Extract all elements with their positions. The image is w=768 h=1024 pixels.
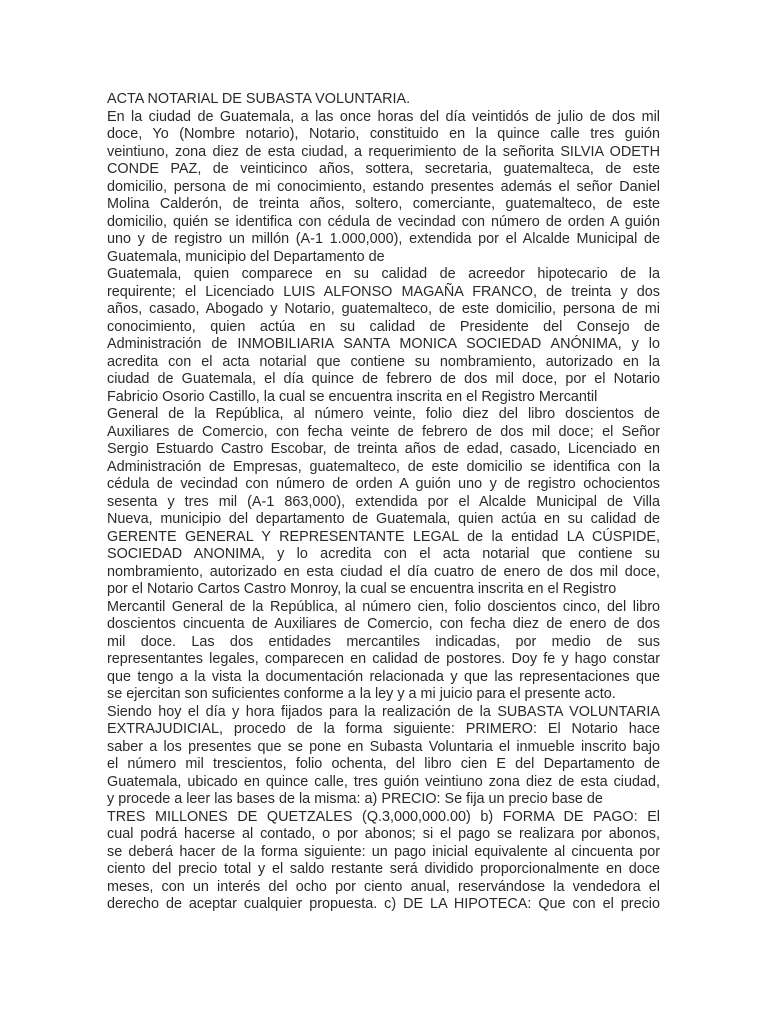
text-line: el número mil trescientos, folio ochenta, del libro cien E del Departamento de (107, 756, 660, 772)
document-title: ACTA NOTARIAL DE SUBASTA VOLUNTARIA. (107, 91, 411, 107)
text-line: se ejercitan son suficientes conforme a la ley y a mi juicio para el presente acto. (107, 686, 616, 702)
text-line: requirente; el Licenciado LUIS ALFONSO MAGAÑA FRANCO, de treinta y dos (107, 283, 660, 300)
text-line: Administración de INMOBILIARIA SANTA MONICA SOCIEDAD ANÓNIMA, y lo (107, 336, 660, 352)
text-line: GERENTE GENERAL Y REPRESENTANTE LEGAL de la entidad LA CÚSPIDE, (107, 528, 660, 545)
text-line: ciudad de Guatemala, el día quince de febrero de dos mil doce, por el Notario (107, 371, 660, 387)
text-line: En la ciudad de Guatemala, a las once horas del día veintidós de julio de dos mil (107, 108, 660, 125)
text-line: derecho de aceptar cualquier propuesta. c) DE LA HIPOTECA: Que con el precio (107, 896, 660, 912)
document-body (107, 91, 660, 914)
text-line: General de la República, al número veinte, folio diez del libro doscientos de (107, 406, 660, 422)
text-line: Auxiliares de Comercio, con fecha veinte de febrero de dos mil doce; el Señor (107, 423, 660, 440)
text-line: Sergio Estuardo Castro Escobar, de treinta años de edad, casado, Licenciado en (107, 441, 660, 457)
text-line: doce, Yo (Nombre notario), Notario, constituido en la quince calle tres guión (107, 126, 660, 142)
text-line: Guatemala, quien comparece en su calidad de acreedor hipotecario de la (107, 266, 660, 282)
text-line: SOCIEDAD ANONIMA, y lo acredita con el acta notarial que contiene su (107, 546, 660, 562)
text-line: conocimiento, quien actúa en su calidad de Presidente del Consejo de (107, 318, 660, 335)
text-line: años, casado, Abogado y Notario, guatemalteco, de este domicilio, persona de mi (107, 301, 660, 317)
text-line: Siendo hoy el día y hora fijados para la realización de la SUBASTA VOLUNTARIA (107, 703, 660, 720)
text-line: que tengo a la vista la documentación relacionada y que las representaciones que (107, 668, 660, 685)
text-line: nombramiento, autorizado en esta ciudad el día cuatro de enero de dos mil doce, (107, 563, 660, 580)
text-line: Molina Calderón, de treinta años, soltero, comerciante, guatemalteco, de este (107, 196, 660, 212)
text-line: Guatemala, ubicado en quince calle, tres guión veintiuno zona diez de esta ciudad, (107, 773, 660, 790)
text-line: y procede a leer las bases de la misma: a) PRECIO: Se fija un precio base de (107, 791, 603, 807)
text-line: sesenta y tres mil (A-1 863,000), extendida por el Alcalde Municipal de Villa (107, 493, 660, 510)
text-line: cual podrá hacerse al contado, o por abonos; si el pago se realizara por abonos, (107, 826, 660, 842)
text-line: acredita con el acta notarial que contiene su nombramiento, autorizado en la (107, 353, 660, 370)
text-line: domicilio, quién se identifica con cédula de vecindad con número de orden A guión (107, 213, 660, 230)
text-line: Fabricio Osorio Castillo, la cual se encuentra inscrita en el Registro Mercantil (107, 388, 598, 405)
text-line: saber a los presentes que se pone en Subasta Voluntaria el inmueble inscrito bajo (107, 738, 660, 755)
text-line: TRES MILLONES DE QUETZALES (Q.3,000,000.00) b) FORMA DE PAGO: El (107, 808, 660, 825)
text-line: Mercantil General de la República, al número cien, folio doscientos cinco, del libro (107, 598, 660, 615)
text-line: ciento del precio total y el saldo restante será dividido proporcionalmente en doce (107, 861, 660, 877)
text-line: Nueva, municipio del departamento de Guatemala, quien actúa en su calidad de (107, 511, 660, 527)
text-line: meses, con un interés del ocho por ciento anual, reservándose la vendedora el (107, 878, 660, 895)
text-line: CONDE PAZ, de veinticinco años, sottera, secretaria, guatemalteca, de este (107, 161, 660, 177)
text-line: Administración de Empresas, guatemalteco, de este domicilio se identifica con la (107, 458, 660, 475)
text-line: se deberá hacer de la forma siguiente: un pago inicial equivalente al cincuenta por (107, 843, 660, 860)
text-line: domicilio, persona de mi conocimiento, estando presentes además el señor Daniel (107, 178, 660, 195)
text-line: EXTRAJUDICIAL, procedo de la forma siguiente: PRIMERO: El Notario hace (107, 721, 660, 737)
text-line: mil doce. Las dos entidades mercantiles indicadas, por medio de sus (107, 633, 660, 650)
text-line: veintiuno, zona diez de esta ciudad, a requerimiento de la señorita SILVIA ODETH (107, 143, 660, 160)
text-line: por el Notario Cartos Castro Monroy, la cual se encuentra inscrita en el Registro (107, 581, 617, 597)
text-line: uno y de registro un millón (A-1 1.000,000), extendida por el Alcalde Municipal de (107, 231, 660, 247)
text-line: Guatemala, municipio del Departamento de (107, 248, 385, 265)
text-line: doscientos cincuenta de Auxiliares de Comercio, con fecha diez de enero de dos (107, 616, 660, 632)
text-line: cédula de vecindad con número de orden A guión uno y de registro ochocientos (107, 476, 660, 492)
text-line: representantes legales, comparecen en calidad de postores. Doy fe y hago constar (107, 651, 660, 667)
